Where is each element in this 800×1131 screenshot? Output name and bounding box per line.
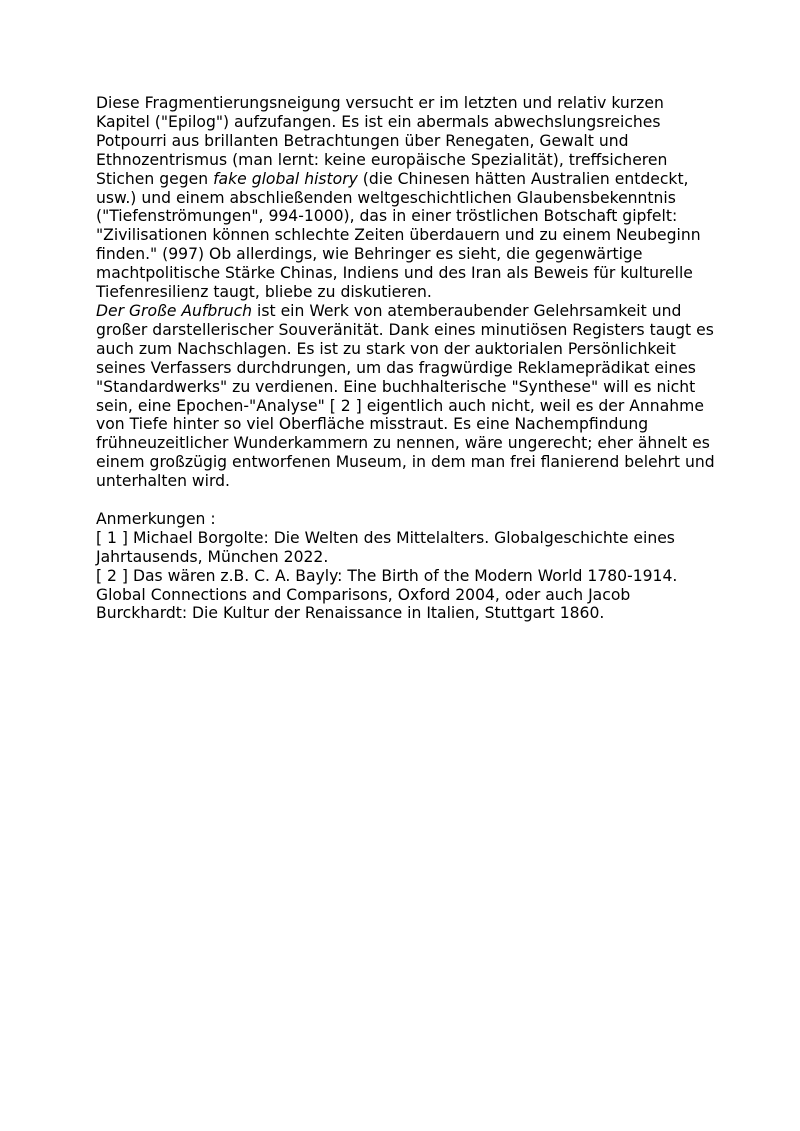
spacer (96, 491, 716, 510)
paragraph-epilog (96, 94, 716, 302)
paragraph-text: Diese Fragmentierungsneigung versucht er im letzten und relativ kurzen Kapitel ("Epilog") aufzufangen. Es ist ein abermals abwechslungsreiches Potpourri aus brillanten Betrachtungen über Renegaten, Gewalt und Ethnozentrismus (man lernt: keine europäische Spezialität), treffsicheren Stichen gegen (96, 94, 668, 188)
document-page (96, 94, 716, 623)
notes-heading: Anmerkungen : (96, 509, 216, 528)
paragraph-text: (die Chinesen hätten Australien entdeckt, usw.) und einem abschließenden weltgeschichtlichen Glaubensbekenntnis ("Tiefenströmungen", 994-1000), das in einer tröstlichen Botschaft gipfelt: "Zivilisationen können schlechte Zeiten überdauern und zu einem Neubeginn finden." (997) Ob allerdings, wie Behringer es sieht, die gegenwärtige machtpolitische Stärke Chinas, Indiens und des Iran als Beweis für kulturelle Tiefenresilienz taugt, bliebe zu diskutieren. (96, 169, 701, 302)
paragraph-text: ist ein Werk von atemberaubender Gelehrsamkeit und großer darstellerischer Souveränität. Dank eines minutiösen Registers taugt es auch zum Nachschlagen. Es ist zu stark von der auktorialen Persönlichkeit seines Verfassers durchdrungen, um das fragwürdige Reklameprädikat eines "Standardwerks" zu verdienen. Eine buchhalterische "Synthese" will es nicht sein, eine Epochen-"Analyse" [ 2 ] eigentlich auch nicht, weil es der Annahme von Tiefe hinter so viel Oberfläche misstraut. Es eine Nachempfindung frühneuzeitlicher Wunderkammern zu nennen, wäre ungerecht; eher ähnelt es einem großzügig entworfenen Museum, in dem man frei flanierend belehrt und unterhalten wird. (96, 301, 715, 491)
italic-book-title: Der Große Aufbruch (96, 301, 253, 320)
paragraph-conclusion (96, 302, 716, 491)
footnote-1: [ 1 ] Michael Borgolte: Die Welten des Mittelalters. Globalgeschichte eines Jahrtausends, München 2022. (96, 528, 675, 566)
italic-term: fake global history (213, 169, 358, 188)
footnote-2: [ 2 ] Das wären z.B. C. A. Bayly: The Birth of the Modern World 1780-1914. Global Connections and Comparisons, Oxford 2004, oder auch Jacob Burckhardt: Die Kultur der Renaissance in Italien, Stuttgart 1860. (96, 566, 678, 623)
